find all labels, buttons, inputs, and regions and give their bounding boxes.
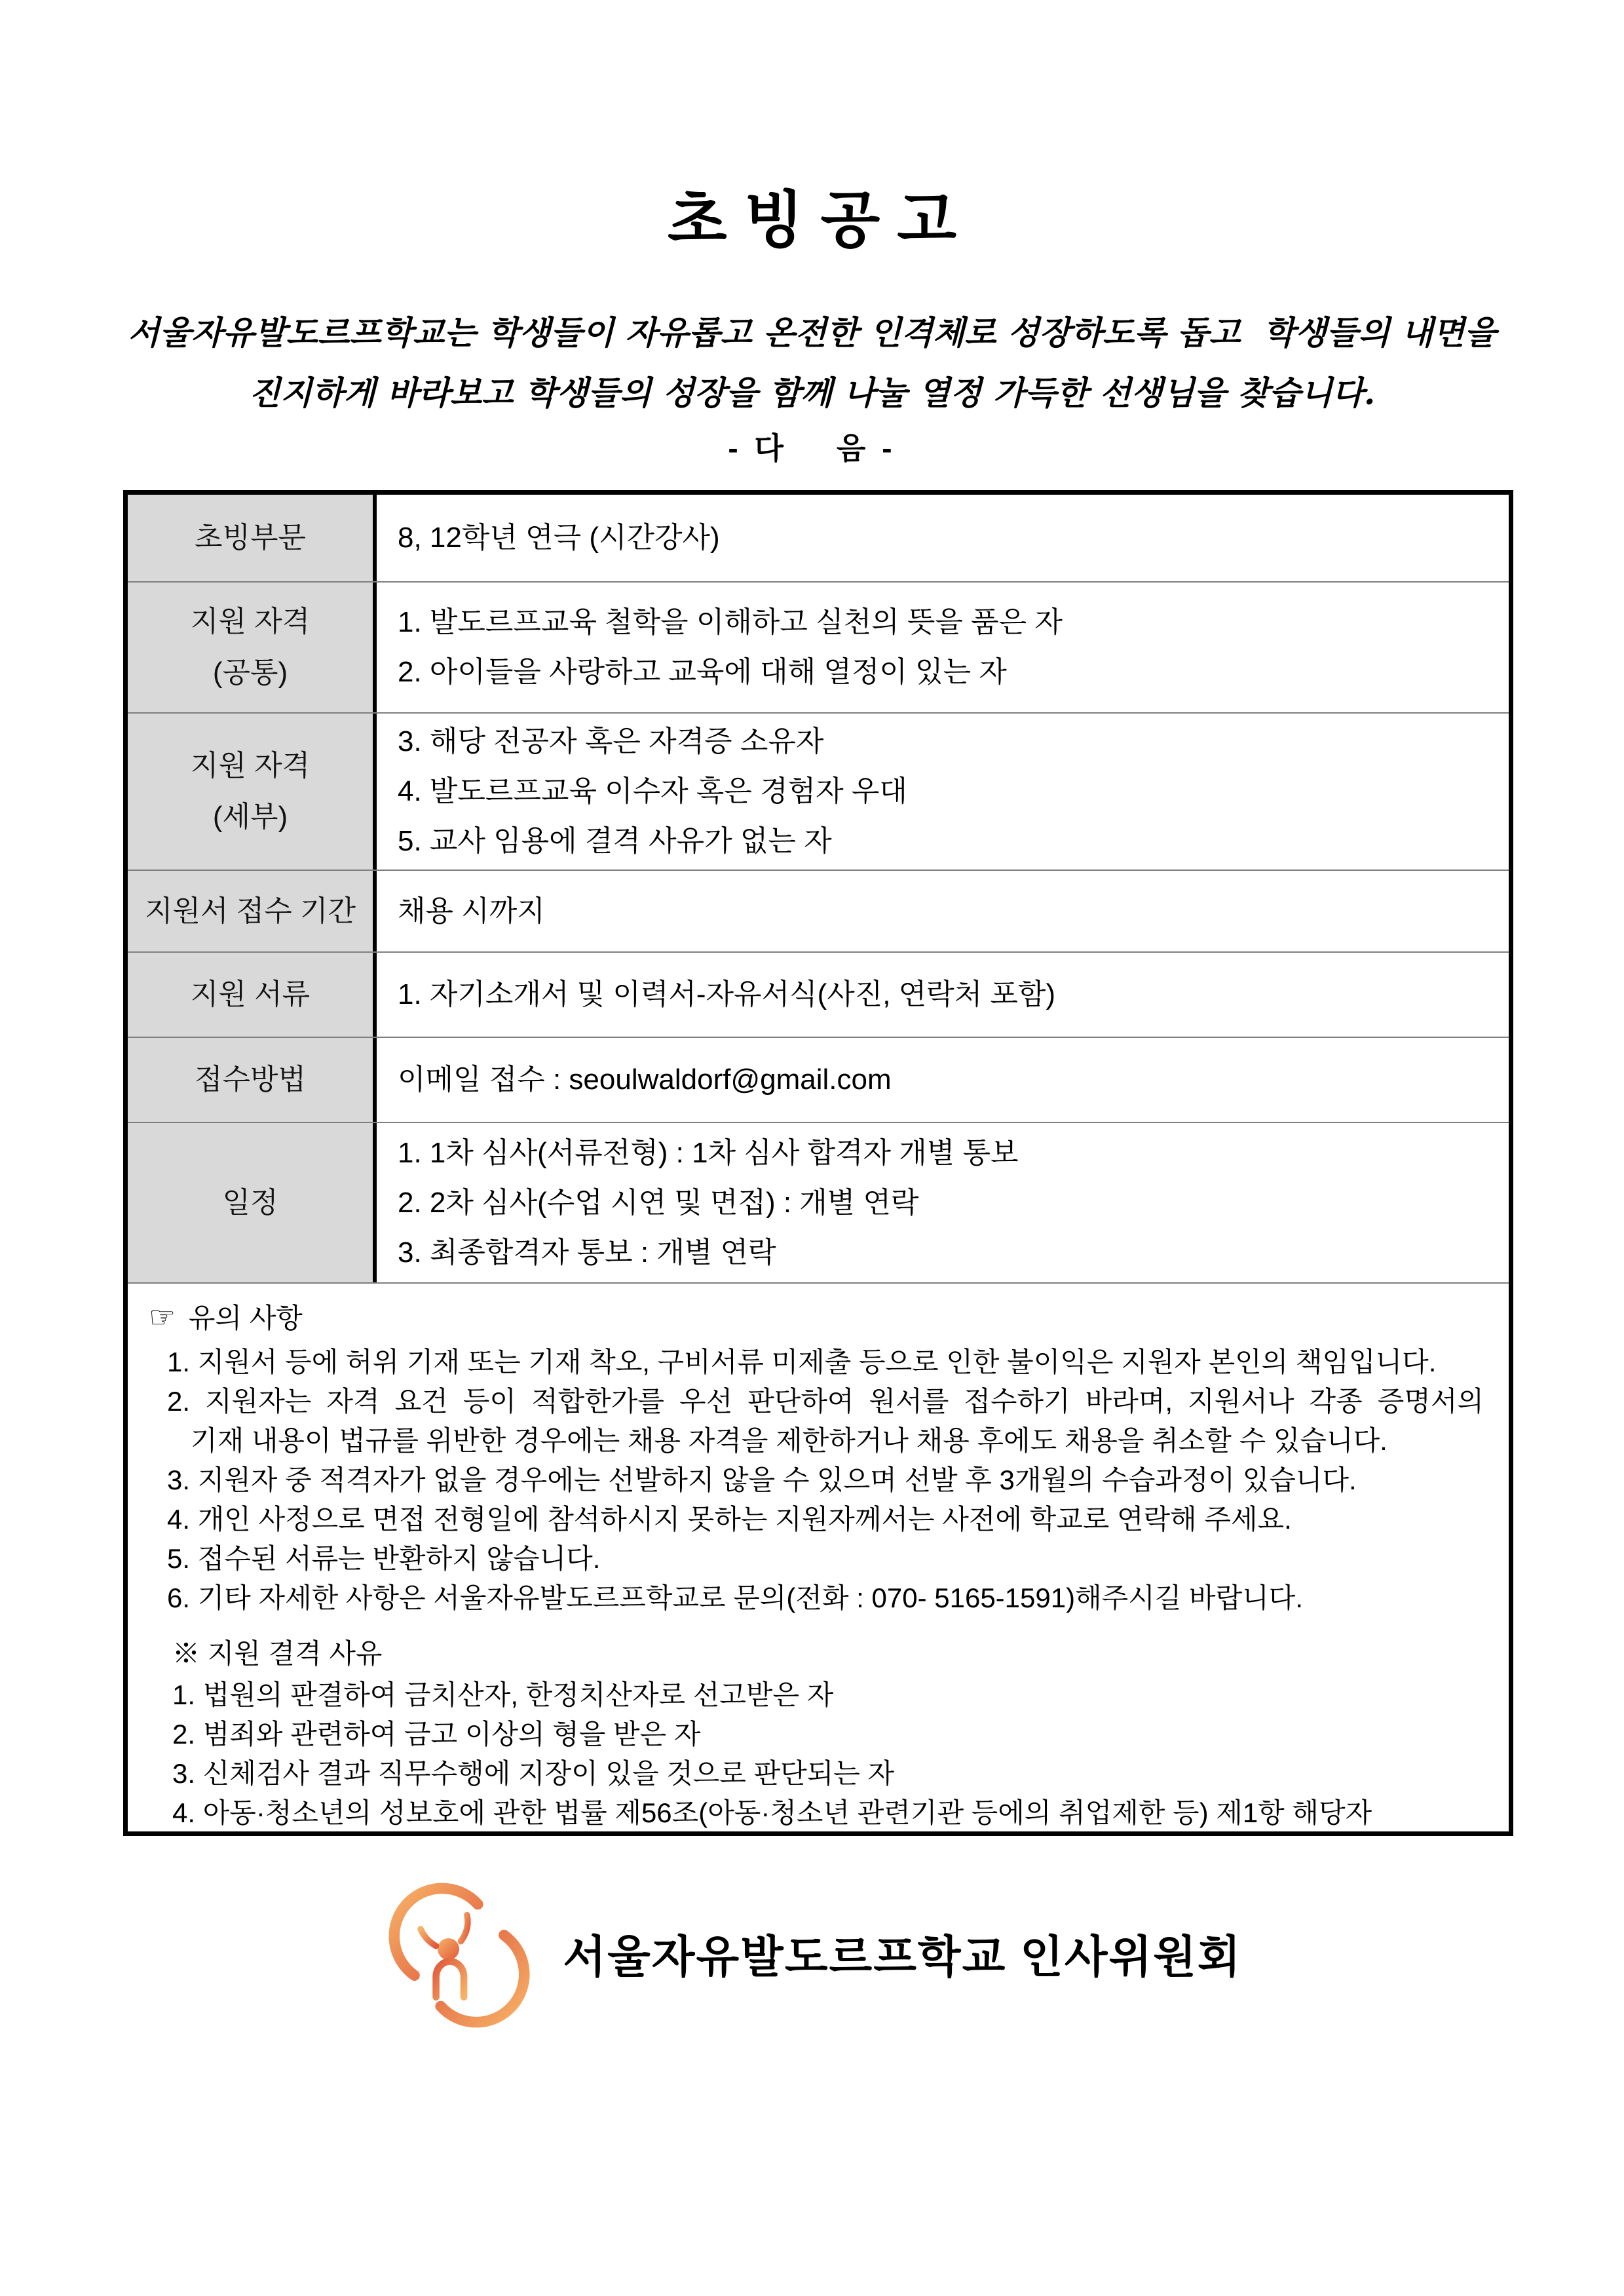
disqualification-heading-text: 지원 결격 사유 xyxy=(207,1638,383,1669)
note-item-continuation: 기재 내용이 법규를 위반한 경우에는 채용 자격을 제한하거나 채용 후에도 채용을 취소할 수 있습니다. xyxy=(191,1425,1388,1456)
notes-cell xyxy=(128,1284,1509,1831)
daum-divider: - 다 음 - xyxy=(728,431,896,465)
committee-name: 서울자유발도르프학교 인사위원회 xyxy=(563,1932,1242,1982)
disqualification-item: 2. 범죄와 관련하여 금고 이상의 형을 받은 자 xyxy=(172,1719,701,1750)
recruitment-table xyxy=(123,490,1513,1836)
footer xyxy=(0,1878,1624,2033)
row-label: 지원 서류 xyxy=(128,953,377,1037)
note-item: 2. 지원자는 자격 요건 등이 적합한가를 우선 판단하여 원서를 접수하기 바라며, 지원서나 각종 증명서의 xyxy=(167,1386,1484,1417)
school-logo-icon xyxy=(382,1878,537,2033)
row-label: 지원 자격 (세부) xyxy=(128,714,377,870)
row-content: 채용 시까지 xyxy=(398,894,545,927)
row-content: 이메일 접수 : seoulwaldorf@gmail.com xyxy=(398,1063,892,1096)
note-item: 4. 개인 사정으로 면접 전형일에 참석하시지 못하는 지원자께서는 사전에 학교로 연락해 주세요. xyxy=(167,1504,1292,1535)
table-row-submission-method xyxy=(128,1038,1509,1123)
notes-heading xyxy=(149,1295,1486,1340)
note-item: 1. 지원서 등에 허위 기재 또는 기재 착오, 구비서류 미제출 등으로 인한 불이익은 지원자 본인의 책임입니다. xyxy=(167,1347,1437,1377)
intro-line-2: 진지하게 바라보고 학생들의 성장을 함께 나눌 열정 가득한 선생님을 찾습니다. xyxy=(248,373,1376,412)
row-label: 초빙부문 xyxy=(128,495,377,581)
table-row-application-documents xyxy=(128,953,1509,1038)
row-content: 3. 해당 전공자 혹은 자격증 소유자 4. 발도르프교육 이수자 혹은 경험자 우대 5. 교사 임용에 결격 사유가 없는 자 xyxy=(398,725,907,857)
table-row-qualification-detail xyxy=(128,714,1509,871)
row-content: 1. 발도르프교육 철학을 이해하고 실천의 뜻을 품은 자 2. 아이들을 사랑하고 교육에 대해 열정이 있는 자 xyxy=(398,606,1063,688)
disqualification-item: 3. 신체검사 결과 직무수행에 지장이 있을 것으로 판단되는 자 xyxy=(172,1758,895,1789)
table-row-schedule xyxy=(128,1123,1509,1284)
note-item: 6. 기타 자세한 사항은 서울자유발도르프학교로 문의(전화 : 070- 5165-1591)해주시길 바랍니다. xyxy=(167,1582,1304,1613)
table-row-invited-field xyxy=(128,495,1509,583)
table-row-application-period xyxy=(128,871,1509,953)
table-row-qualification-common xyxy=(128,583,1509,714)
intro-line-1: 서울자유발도르프학교는 학생들이 자유롭고 온전한 인격체로 성장하도록 돕고 학생들의 내면을 xyxy=(128,313,1496,352)
row-content: 8, 12학년 연극 (시간강사) xyxy=(398,522,720,554)
note-item: 5. 접수된 서류는 반환하지 않습니다. xyxy=(167,1543,601,1574)
row-label: 접수방법 xyxy=(128,1038,377,1122)
pointing-hand-icon: ☞ xyxy=(149,1300,181,1334)
disqualification-section xyxy=(172,1632,1486,1833)
row-label: 지원 자격 (공통) xyxy=(128,583,377,712)
row-content: 1. 1차 심사(서류전형) : 1차 심사 합격자 개별 통보 2. 2차 심사(수업 시연 및 면접) : 개별 연락 3. 최종합격자 통보 : 개별 연락 xyxy=(398,1136,1019,1269)
page-title: 초빙공고 xyxy=(667,185,974,254)
disqualification-item: 4. 아동·청소년의 성보호에 관한 법률 제56조(아동·청소년 관련기관 등에의 취업제한 등) 제1항 해당자 xyxy=(172,1797,1372,1828)
reference-mark-icon: ※ xyxy=(172,1638,200,1669)
intro-paragraph xyxy=(0,303,1624,423)
notes-heading-text: 유의 사항 xyxy=(188,1303,303,1333)
disqualification-heading xyxy=(172,1632,1486,1675)
disqualification-item: 1. 법원의 판결하여 금치산자, 한정치산자로 선고받은 자 xyxy=(172,1679,834,1710)
note-item: 3. 지원자 중 적격자가 없을 경우에는 선발하지 않을 수 있으며 선발 후 3개월의 수습과정이 있습니다. xyxy=(167,1464,1357,1495)
row-content: 1. 자기소개서 및 이력서-자유서식(사진, 연락처 포함) xyxy=(398,978,1056,1010)
row-label: 지원서 접수 기간 xyxy=(128,871,377,951)
row-label: 일정 xyxy=(128,1123,377,1282)
